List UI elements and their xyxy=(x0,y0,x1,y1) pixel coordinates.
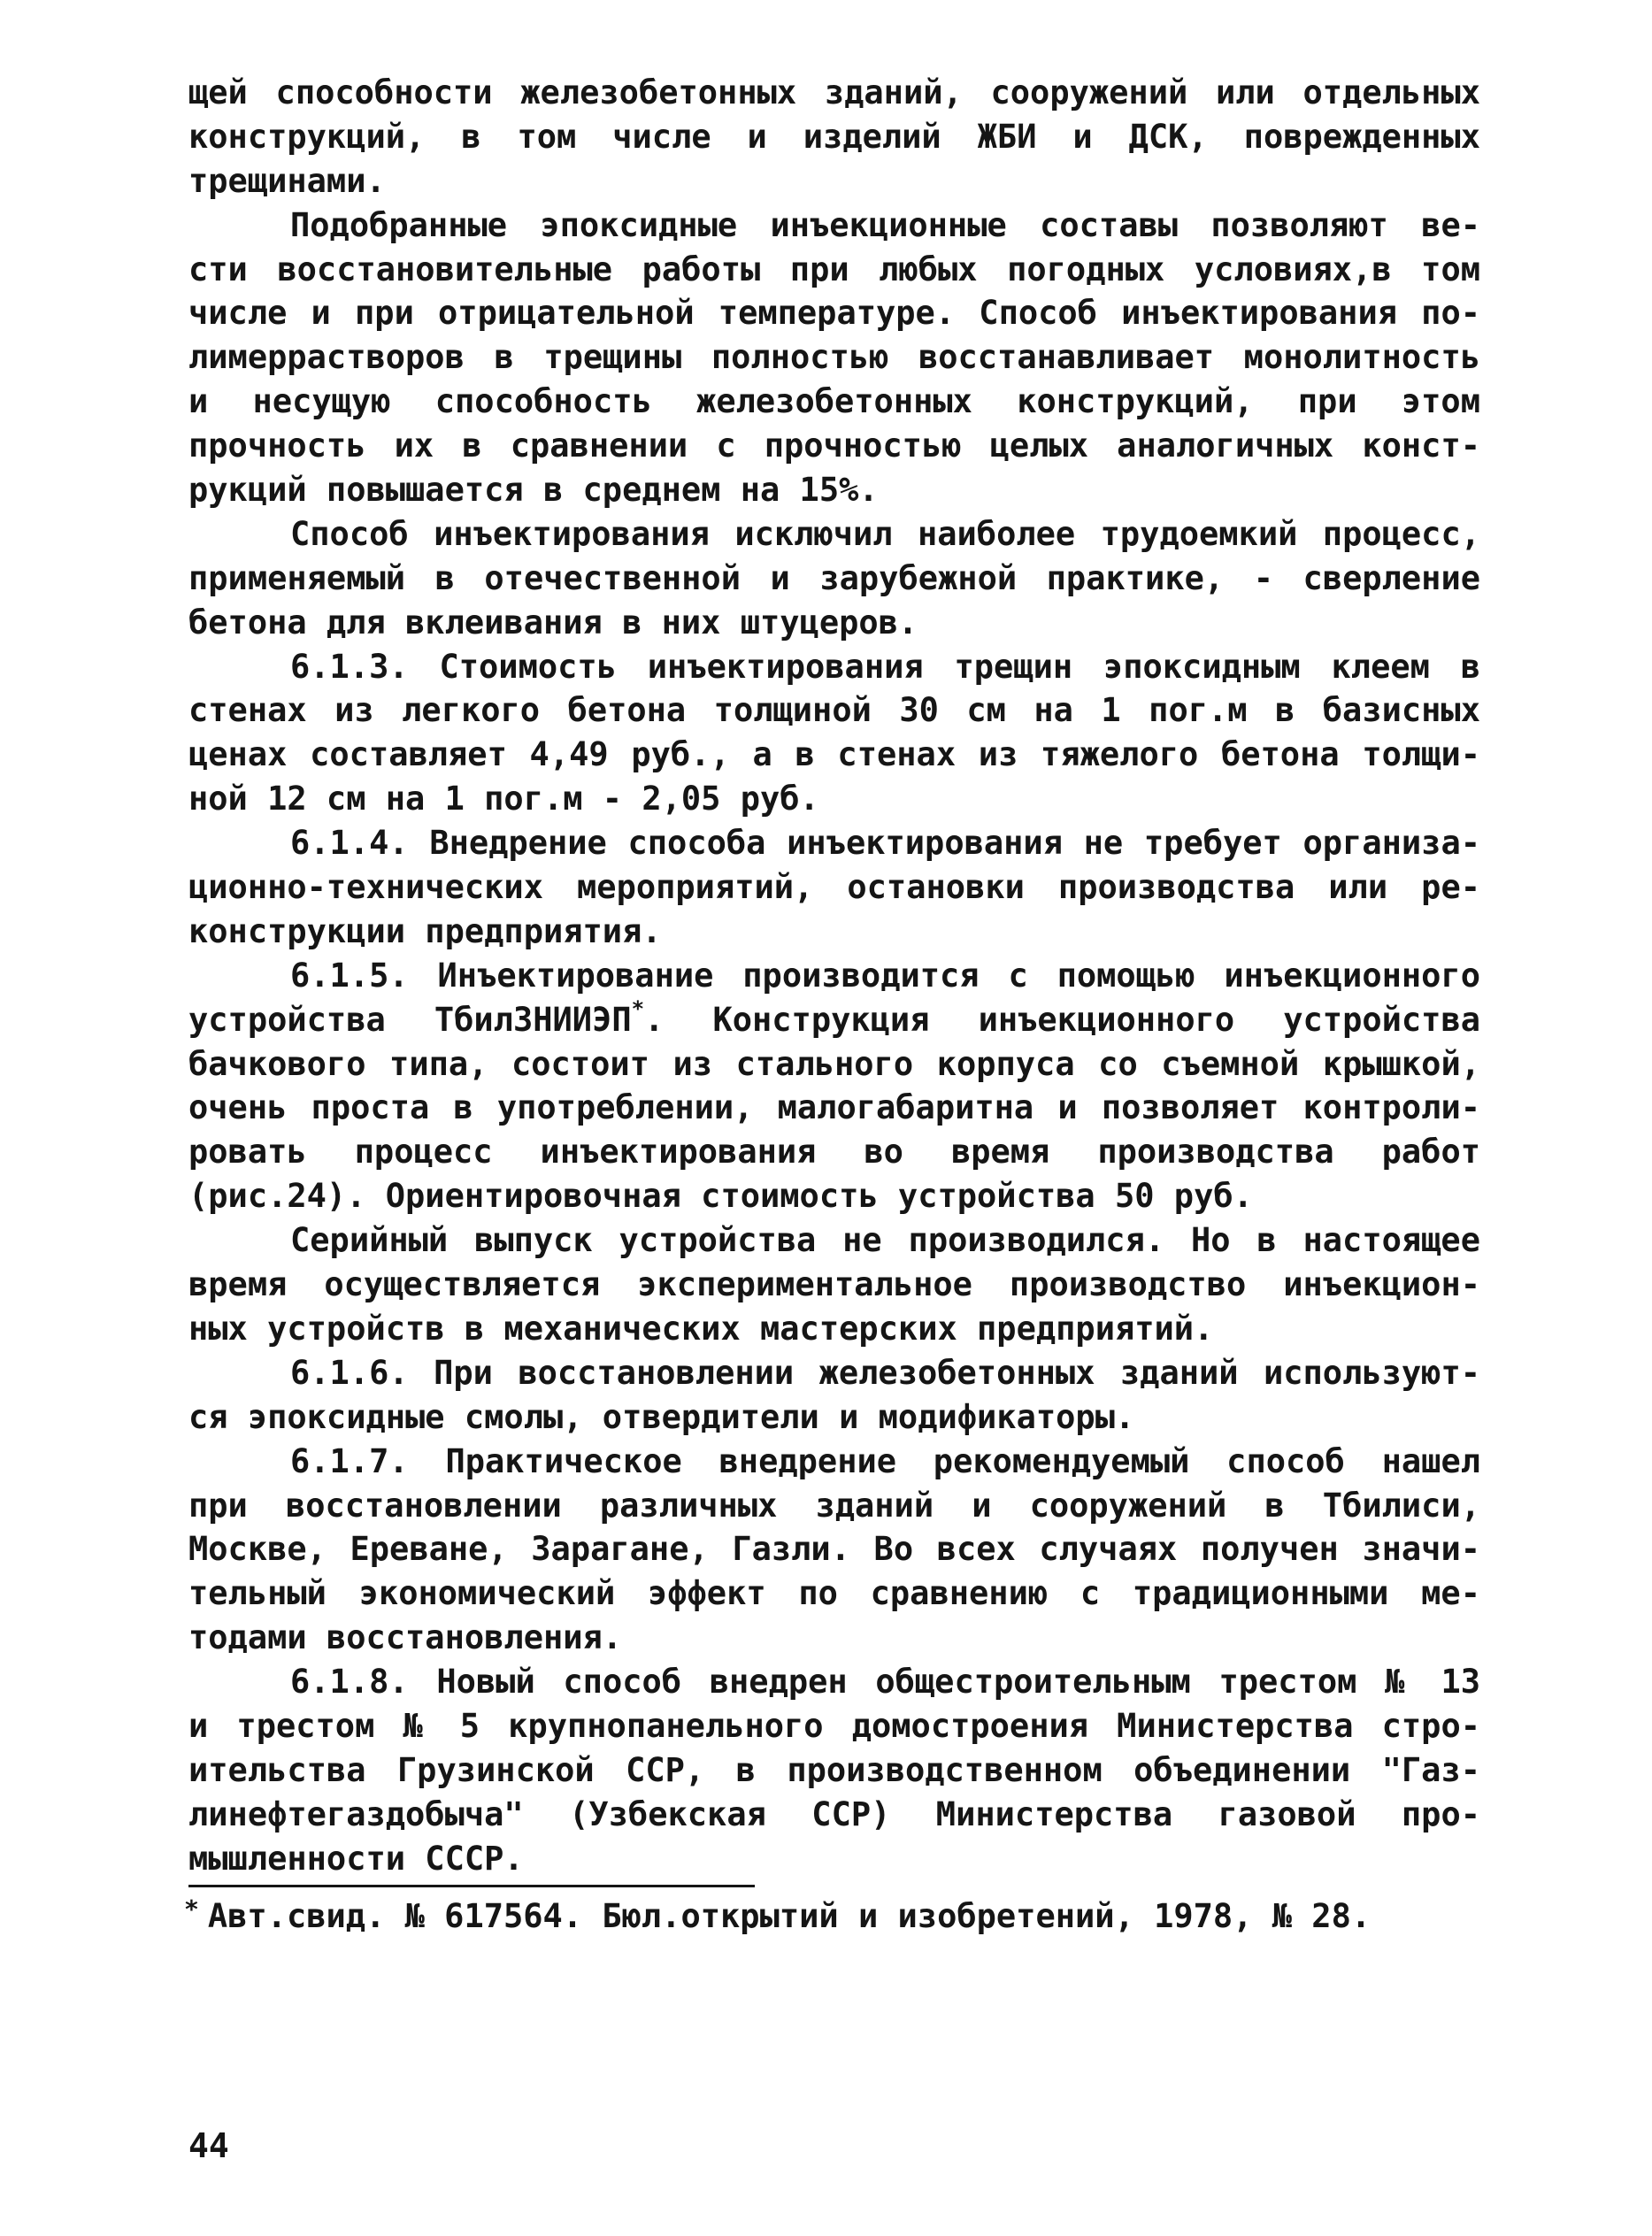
text-line: конструкции предприятия. xyxy=(188,911,662,950)
text-line: тодами восстановления. xyxy=(188,1618,623,1657)
line-part: устройства ТбилЗНИИЭП xyxy=(188,1000,632,1039)
text-line: время осуществляется экспериментальное производство инъекцион- xyxy=(188,1265,1480,1304)
text-line: сти восстановительные работы при любых погодных условиях,в том xyxy=(188,250,1480,288)
text-line: тельный экономический эффект по сравнению с традиционными ме- xyxy=(188,1574,1480,1613)
text-line: прочность их в сравнении с прочностью целых аналогичных конст- xyxy=(188,426,1480,465)
paragraph-start-line: Подобранные эпоксидные инъекционные составы позволяют ве- xyxy=(290,205,1480,244)
section-6-1-6-line: 6.1.6. При восстановлении железобетонных зданий используют- xyxy=(290,1353,1480,1392)
body-text xyxy=(188,71,1480,1881)
text-line: конструкций, в том числе и изделий ЖБИ и ДСК, поврежденных xyxy=(188,117,1480,156)
text-line: рукций повышается в среднем на 15%. xyxy=(188,471,879,510)
text-line: и трестом № 5 крупнопанельного домостроения Министерства стро- xyxy=(188,1706,1480,1745)
text-line: трещинами. xyxy=(188,161,386,200)
section-6-1-7-line: 6.1.7. Практическое внедрение рекомендуемый способ нашел xyxy=(290,1441,1480,1480)
footnote-mark: * xyxy=(184,1894,199,1924)
footnote-text: Авт.свид. № 617564. Бюл.открытий и изобретений, 1978, № 28. xyxy=(207,1897,1372,1935)
text-line: лимеррастворов в трещины полностью восстанавливает монолитность xyxy=(188,338,1480,377)
text-line: бетона для вклеивания в них штуцеров. xyxy=(188,603,918,642)
section-6-1-5-line: 6.1.5. Инъектирование производится с помощью инъекционного xyxy=(290,956,1480,995)
page-number: 44 xyxy=(188,2126,229,2165)
text-line: Москве, Ереване, Зарагане, Газли. Во всех случаях получен значи- xyxy=(188,1530,1480,1569)
paragraph-start-line: Серийный выпуск устройства не производился. Но в настоящее xyxy=(290,1221,1480,1260)
text-line: стенах из легкого бетона толщиной 30 см на 1 пог.м в базисных xyxy=(188,691,1480,730)
text-line: очень проста в употреблении, малогабаритна и позволяет контроли- xyxy=(188,1088,1480,1127)
section-6-1-4-line: 6.1.4. Внедрение способа инъектирования не требует организа- xyxy=(290,824,1480,863)
footnote-reference: * xyxy=(631,997,645,1021)
text-line: мышленности СССР. xyxy=(188,1839,524,1878)
text-line: ценах составляет 4,49 руб., а в стенах из тяжелого бетона толщи- xyxy=(188,735,1480,774)
line-part: . Конструкция инъекционного устройства xyxy=(644,1000,1480,1039)
text-line: при восстановлении различных зданий и сооружений в Тбилиси, xyxy=(188,1486,1480,1525)
text-line: ной 12 см на 1 пог.м - 2,05 руб. xyxy=(188,780,819,818)
text-line: применяемый в отечественной и зарубежной практике, - сверление xyxy=(188,558,1480,597)
text-line-with-footnote-ref xyxy=(188,998,1480,1042)
text-line: щей способности железобетонных зданий, сооружений или отдельных xyxy=(188,73,1480,111)
text-line: ительства Грузинской ССР, в производственном объединении "Газ- xyxy=(188,1750,1480,1789)
text-line: числе и при отрицательной температуре. Способ инъектирования по- xyxy=(188,294,1480,333)
text-line: ся эпоксидные смолы, отвердители и модификаторы. xyxy=(188,1397,1135,1436)
paragraph-start-line: Способ инъектирования исключил наиболее трудоемкий процесс, xyxy=(290,514,1480,553)
footnote-divider xyxy=(188,1885,755,1887)
text-line: и несущую способность железобетонных конструкций, при этом xyxy=(188,382,1480,421)
text-line: линефтегаздобыча" (Узбекская ССР) Министерства газовой про- xyxy=(188,1794,1480,1833)
footnote xyxy=(184,1892,1476,1941)
text-line: ровать процесс инъектирования во время производства работ xyxy=(188,1133,1480,1172)
section-6-1-8-line: 6.1.8. Новый способ внедрен общестроительным трестом № 13 xyxy=(290,1663,1480,1702)
section-6-1-3-line: 6.1.3. Стоимость инъектирования трещин эпоксидным клеем в xyxy=(290,647,1480,686)
text-line: (рис.24). Ориентировочная стоимость устройства 50 руб. xyxy=(188,1177,1253,1216)
text-line: ционно-технических мероприятий, остановки производства или ре- xyxy=(188,868,1480,907)
text-line: ных устройств в механических мастерских предприятий. xyxy=(188,1309,1214,1348)
text-line: бачкового типа, состоит из стального корпуса со съемной крышкой, xyxy=(188,1044,1480,1083)
